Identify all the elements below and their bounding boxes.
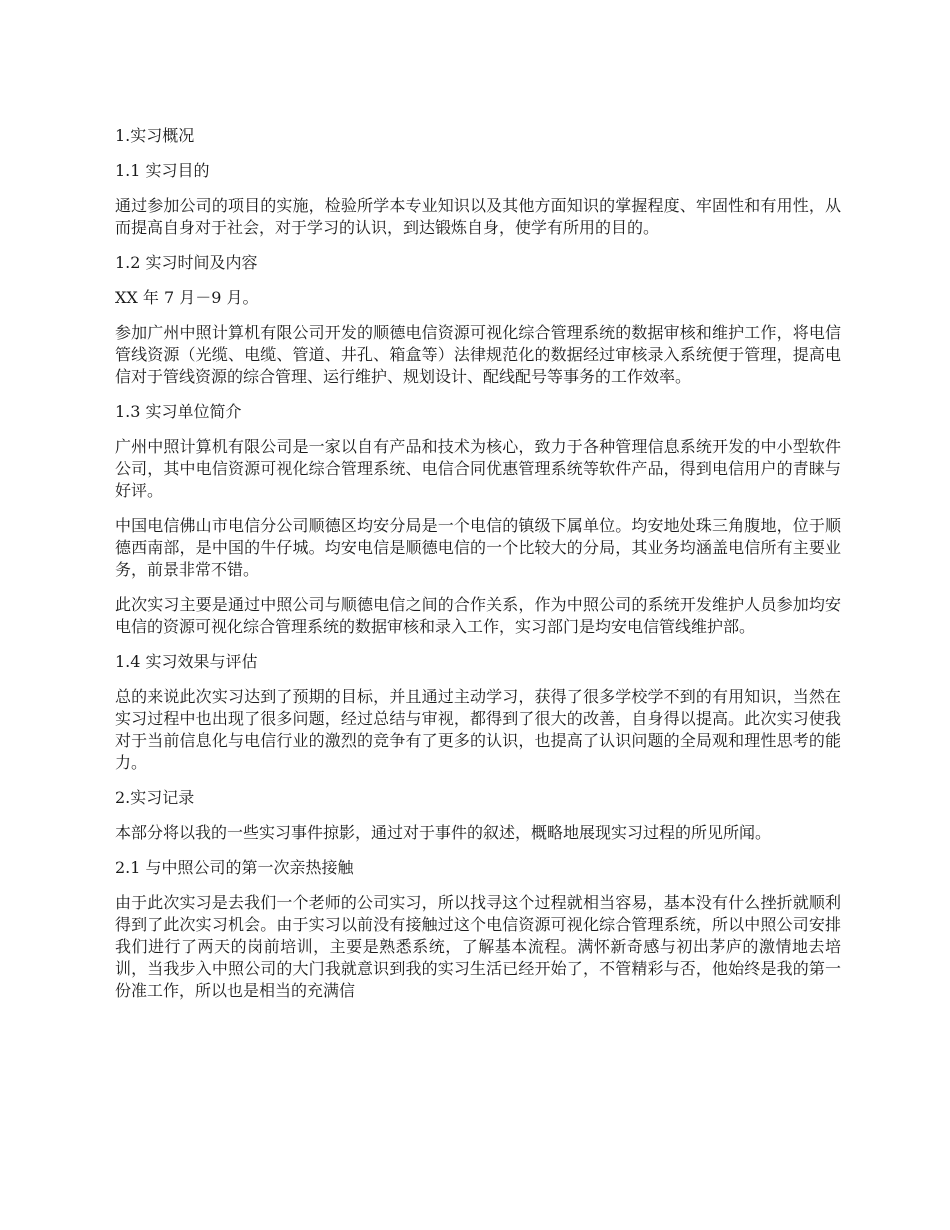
body-paragraph: 中国电信佛山市电信分公司顺德区均安分局是一个电信的镇级下属单位。均安地处珠三角腹地，位于顺德西南部，是中国的牛仔城。均安电信是顺德电信的一个比较大的分局，其业务均涵盖电信所有主要业务，前景非常不错。: [115, 516, 841, 579]
body-paragraph: 总的来说此次实习达到了预期的目标，并且通过主动学习，获得了很多学校学不到的有用知识，当然在实习过程中也出现了很多问题，经过总结与审视，都得到了很大的改善，自身得以提高。此次实习使我对于当前信息化与电信行业的激烈的竞争有了更多的认识，也提高了认识问题的全局观和理性思考的能力。: [115, 687, 841, 772]
subsection-heading: 1.4 实习效果与评估: [115, 652, 258, 671]
body-paragraph: 广州中照计算机有限公司是一家以自有产品和技术为核心，致力于各种管理信息系统开发的中小型软件公司，其中电信资源可视化综合管理系统、电信合同优惠管理系统等软件产品，得到电信用户的青睐与好评。: [115, 437, 841, 500]
section-heading: 2.实习记录: [115, 788, 195, 807]
body-paragraph: XX 年 7 月－9 月。: [115, 288, 259, 307]
body-paragraph: 本部分将以我的一些实习事件掠影，通过对于事件的叙述，概略地展现实习过程的所见所闻。: [115, 823, 772, 842]
subsection-heading: 2.1 与中照公司的第一次亲热接触: [115, 858, 354, 877]
body-paragraph: 参加广州中照计算机有限公司开发的顺德电信资源可视化综合管理系统的数据审核和维护工作，将电信管线资源（光缆、电缆、管道、井孔、箱盒等）法律规范化的数据经过审核录入系统便于管理，提高电信对于管线资源的综合管理、运行维护、规划设计、配线配号等事务的工作效率。: [115, 323, 841, 386]
document-page: [115, 125, 841, 1015]
subsection-heading: 1.1 实习目的: [115, 161, 210, 180]
body-paragraph: 此次实习主要是通过中照公司与顺德电信之间的合作关系，作为中照公司的系统开发维护人员参加均安电信的资源可视化综合管理系统的数据审核和录入工作，实习部门是均安电信管线维护部。: [115, 595, 841, 636]
subsection-heading: 1.2 实习时间及内容: [115, 253, 258, 272]
body-paragraph: 通过参加公司的项目的实施，检验所学本专业知识以及其他方面知识的掌握程度、牢固性和有用性，从而提高自身对于社会，对于学习的认识，到达锻炼自身，使学有所用的目的。: [115, 196, 841, 237]
subsection-heading: 1.3 实习单位简介: [115, 402, 242, 421]
section-heading: 1.实习概况: [115, 126, 195, 145]
body-paragraph: 由于此次实习是去我们一个老师的公司实习，所以找寻这个过程就相当容易，基本没有什么挫折就顺利得到了此次实习机会。由于实习以前没有接触过这个电信资源可视化综合管理系统，所以中照公司安排我们进行了两天的岗前培训，主要是熟悉系统，了解基本流程。满怀新奇感与初出茅庐的激情地去培训，当我步入中照公司的大门我就意识到我的实习生活已经开始了，不管精彩与否，他始终是我的第一份准工作，所以也是相当的充满信: [115, 893, 841, 1000]
